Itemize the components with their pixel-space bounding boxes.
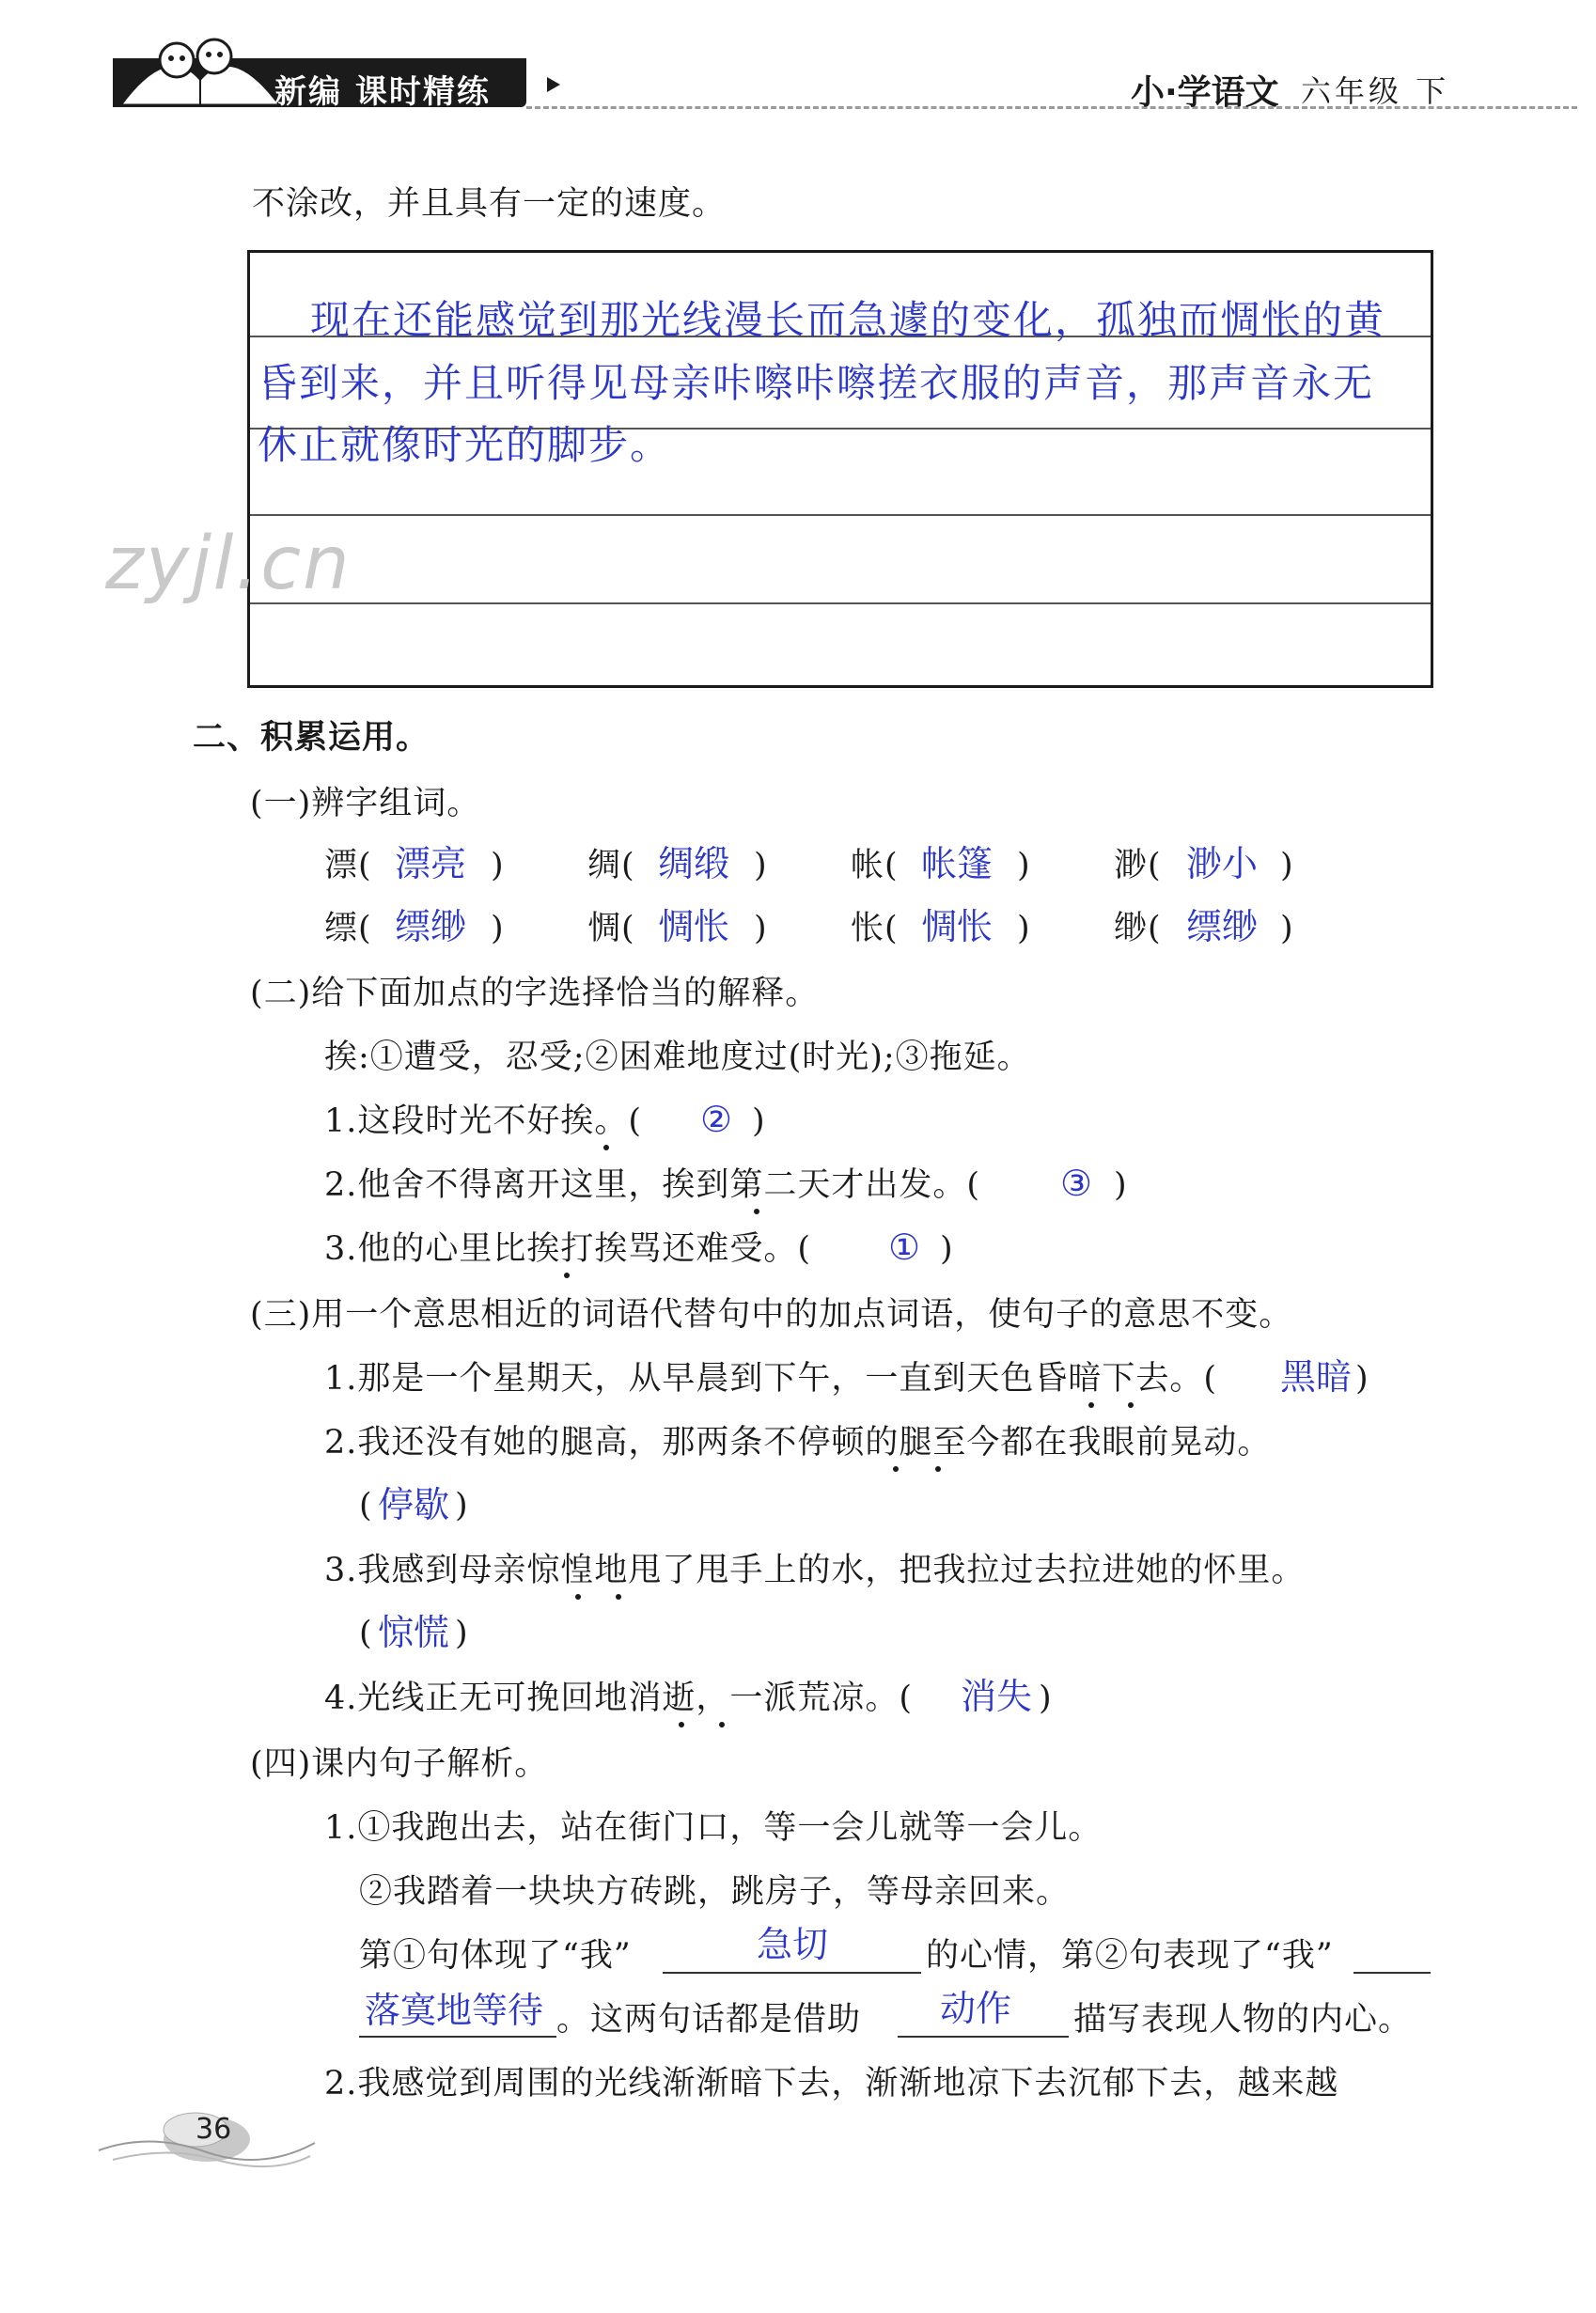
part1-title: (一)辨字组词。 <box>250 785 481 822</box>
emphasis-dot <box>564 1273 570 1278</box>
synonym-answer: 惊慌 <box>378 1612 450 1653</box>
part2-title: (二)给下面加点的字选择恰当的解释。 <box>250 975 820 1012</box>
series-title: 新编 课时精练 <box>274 73 491 111</box>
question-text: 1.这段时光不好挨。( <box>324 1102 643 1140</box>
emphasis-dot <box>575 1594 581 1600</box>
choice-answer: ② <box>700 1099 733 1140</box>
sentence-line: ②我踏着一块块方砖跳，跳房子，等母亲回来。 <box>359 1873 1071 1911</box>
question-text: 1.那是一个星期天，从早晨到下午，一直到天色昏暗下去。( <box>324 1360 1218 1398</box>
fill-answer: 落寞地等待 <box>365 1990 544 2031</box>
fill-answer: 急切 <box>757 1924 829 1965</box>
emphasis-dot <box>935 1466 941 1472</box>
question-text: 的心情，第②句表现了“我” <box>926 1937 1334 1975</box>
emphasis-dot <box>893 1466 899 1472</box>
char-group: 缈( <box>1114 910 1162 947</box>
char-group: 帐( <box>851 847 899 884</box>
intro-line: 不涂改，并且具有一定的速度。 <box>252 185 727 223</box>
question-text: 3.我感到母亲惊惶地甩了甩手上的水，把我拉过去拉进她的怀里。 <box>324 1552 1306 1589</box>
emphasis-dot <box>603 1145 609 1150</box>
char-group: 缥( <box>324 910 372 947</box>
word-answer: 绸缎 <box>658 843 730 884</box>
question-text: 2.我还没有她的腿高，那两条不停顿的腿至今都在我眼前晃动。 <box>324 1424 1272 1461</box>
arrow-right-icon <box>547 77 560 92</box>
word-answer: 渺小 <box>1186 843 1259 884</box>
question-text: 3.他的心里比挨打挨骂还难受。( <box>324 1230 812 1268</box>
synonym-answer: 停歇 <box>378 1484 450 1525</box>
synonym-answer: 黑暗 <box>1280 1356 1353 1398</box>
close-paren: ) <box>754 910 768 947</box>
close-paren: ) <box>1280 847 1294 884</box>
word-answer: 漂亮 <box>395 843 467 884</box>
synonym-answer: 消失 <box>961 1676 1033 1717</box>
subject-label: 小·学语文 <box>1131 73 1279 112</box>
fill-answer: 动作 <box>940 1988 1012 2029</box>
answer-blank <box>663 1972 921 1974</box>
close-paren: ) <box>491 847 505 884</box>
question-text: 2.他舍不得离开这里，挨到第二天才出发。( <box>324 1166 981 1204</box>
question-text: 描写表现人物的内心。 <box>1073 2001 1413 2039</box>
answer-blank <box>359 2036 556 2038</box>
emphasis-dot <box>1088 1402 1094 1408</box>
watermark: zyjl.cn <box>105 522 352 606</box>
part4-title: (四)课内句子解析。 <box>250 1745 549 1783</box>
char-group: 绸( <box>587 847 635 884</box>
close-paren: ) <box>455 1487 469 1524</box>
ruled-line <box>250 602 1431 604</box>
word-answer: 缥缈 <box>395 906 467 947</box>
choice-answer: ③ <box>1060 1163 1093 1204</box>
part3-title: (三)用一个意思相近的词语代替句中的加点词语，使句子的意思不变。 <box>250 1296 1293 1334</box>
close-paren: ) <box>940 1230 954 1268</box>
ruled-line <box>250 514 1431 516</box>
close-paren: ) <box>754 847 768 884</box>
sentence-line: 2.我感觉到周围的光线渐渐暗下去，渐渐地凉下去沉郁下去，越来越 <box>324 2065 1339 2102</box>
close-paren: ) <box>752 1102 766 1140</box>
open-paren: ( <box>359 1615 373 1652</box>
char-group: 怅( <box>851 910 899 947</box>
close-paren: ) <box>491 910 505 947</box>
book-logo-icon <box>111 23 289 112</box>
word-answer: 帐篷 <box>921 843 994 884</box>
question-text: 4.光线正无可挽回地消逝，一派荒凉。( <box>324 1680 914 1717</box>
char-group: 惆( <box>587 910 635 947</box>
word-answer: 惆怅 <box>921 906 994 947</box>
copy-line-1: 现在还能感觉到那光线漫长而急遽的变化，孤独而惆怅的黄 <box>310 297 1386 343</box>
close-paren: ) <box>1017 910 1031 947</box>
copy-line-3: 休止就像时光的脚步。 <box>258 422 672 468</box>
word-answer: 缥缈 <box>1186 906 1259 947</box>
char-group: 漂( <box>324 847 372 884</box>
close-paren: ) <box>1280 910 1294 947</box>
close-paren: ) <box>455 1615 469 1652</box>
close-paren: ) <box>1355 1360 1369 1398</box>
emphasis-dot <box>679 1722 684 1727</box>
char-group: 渺( <box>1114 847 1162 884</box>
copy-line-2: 昏到来，并且听得见母亲咔嚓咔嚓搓衣服的声音，那声音永无 <box>258 360 1375 406</box>
definition-line: 挨:①遭受，忍受;②困难地度过(时光);③拖延。 <box>324 1039 1031 1076</box>
close-paren: ) <box>1039 1680 1053 1717</box>
close-paren: ) <box>1114 1166 1128 1204</box>
emphasis-dot <box>1128 1402 1134 1408</box>
section-title: 二、积累运用。 <box>193 719 430 757</box>
emphasis-dot <box>719 1722 725 1727</box>
choice-answer: ① <box>888 1227 921 1268</box>
page-number: 36 <box>196 2113 232 2146</box>
word-answer: 惆怅 <box>658 906 730 947</box>
answer-blank <box>1353 1972 1431 1974</box>
emphasis-dot <box>754 1209 759 1214</box>
close-paren: ) <box>1017 847 1031 884</box>
answer-blank <box>898 2036 1069 2038</box>
open-paren: ( <box>359 1487 373 1524</box>
sentence-line: 1.①我跑出去，站在街门口，等一会儿就等一会儿。 <box>324 1809 1103 1847</box>
question-text: 第①句体现了“我” <box>359 1937 632 1975</box>
question-text: 。这两句话都是借助 <box>556 2001 862 2039</box>
emphasis-dot <box>616 1594 621 1600</box>
grade-label: 六年级 下 <box>1301 73 1450 109</box>
